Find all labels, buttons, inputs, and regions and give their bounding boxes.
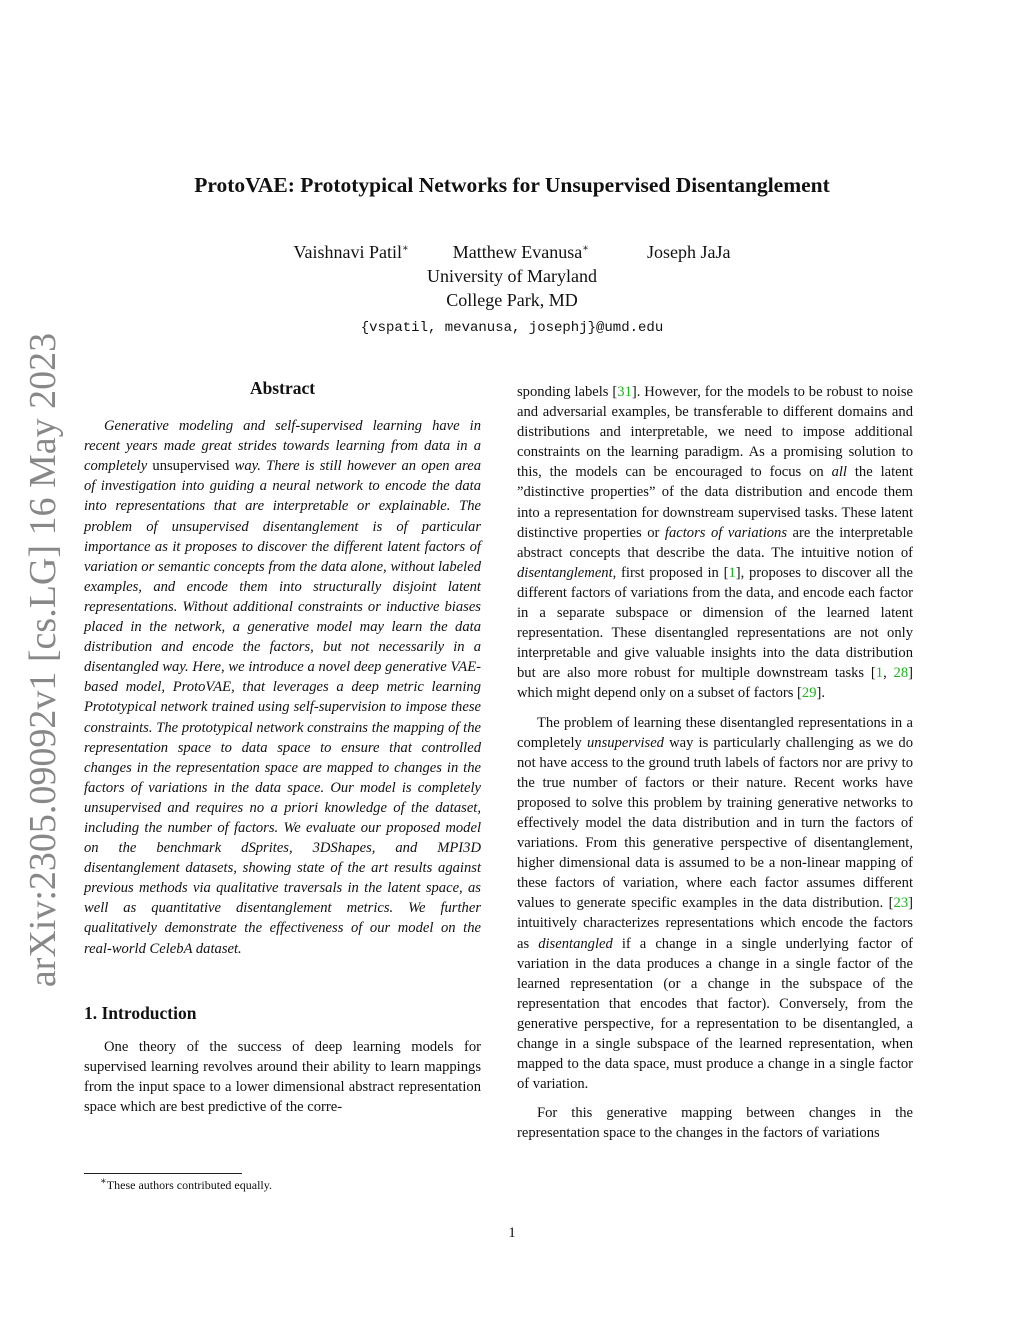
citation-28[interactable]: 28 — [893, 665, 909, 682]
intro-paragraph: One theory of the success of deep learning models for supervised learning revolves around their ability to learn mappings from the input space to a lower dimensional abstract representation space which are best predictive of the corre- — [84, 1038, 481, 1115]
author-1-name: Vaishnavi Patil — [293, 242, 402, 262]
author-list — [0, 240, 1024, 264]
paper-title: ProtoVAE: Prototypical Networks for Unsupervised Disentanglement — [194, 173, 830, 197]
citation-1-second[interactable]: 1 — [875, 665, 884, 682]
author-1 — [293, 240, 408, 264]
page-number: 1 — [508, 1225, 516, 1241]
citation-23[interactable]: 23 — [893, 895, 909, 912]
citation-31[interactable]: 31 — [617, 384, 632, 400]
author-1-mark: ∗ — [401, 243, 409, 254]
section-heading-introduction: 1. Introduction — [84, 1002, 197, 1023]
right-column — [517, 382, 913, 1143]
author-3 — [647, 240, 731, 264]
affiliation-location: College Park, MD — [446, 290, 578, 310]
footnote — [100, 1178, 272, 1193]
footnote-mark: ∗ — [100, 1176, 107, 1187]
footnote-text: These authors contributed equally. — [106, 1178, 272, 1192]
right-paragraph-2: The problem of learning these disentangled representations in a completely unsupervised way is particularly challenging as we do not have access to the ground truth labels of factors nor are privy to the true number of factors or their nature. Recent works have proposed to solve this problem by training generative networks to effectively model the data distribution and in turn the factors of variations. From this generative perspective of disentanglement, higher dimensional data is assumed to be a non-linear mapping of these factors of variation, where each factor assumes different values to generate specific examples in the data distribution. [23] intuitively characterizes representations which encode the factors as disentangled if a change in a single underlying factor of variation in the data produces a change in a single factor of the learned representation (or a change in the subspace of the representation that encodes that factor). Conversely, from the generative perspective, for a representation to be disentangled, a change in a single subspace of the learned representation, when mapped to the data space, must produce a change in a single factor of variation. — [517, 714, 913, 1093]
abstract-heading: Abstract — [249, 378, 316, 398]
footnote-divider — [84, 1173, 242, 1174]
abstract-text: Generative modeling and self-supervised learning have in recent years made great strides towards learning from data in a completely unsupervised way. There is still however an open area of investigation into guiding a neural network to encode the data into representations that are interpretable or explainable. The problem of unsupervised disentanglement is of particular importance as it proposes to discover the different latent factors of variation or semantic concepts from the data alone, without labeled examples, and encode them into structurally disjoint latent representations. Without additional constraints or inductive biases placed in the network, a generative model may learn the data distribution and encode the factors, but not necessarily in a disentangled way. Here, we introduce a novel deep generative VAE-based model, ProtoVAE, that leverages a deep metric learning Prototypical network trained using self-supervision to impose these constraints. The prototypical network constrains the mapping of the representation space to data space to ensure that controlled changes in the representation space are mapped to changes in the factors of variations in the data space. Our model is completely unsupervised and requires no a priori knowledge of the dataset, including the number of factors. We evaluate our proposed model on the benchmark dSprites, 3DShapes, and MPI3D disentanglement datasets, showing state of the art results against previous methods via qualitative traversals in the latent space, as well as quantitative disentanglement metrics. We further qualitatively demonstrate the effectiveness of our model on the real-world CelebA dataset. — [84, 418, 481, 957]
left-column — [84, 378, 481, 1117]
author-2 — [453, 240, 589, 264]
author-2-mark: ∗ — [582, 243, 590, 254]
author-block — [0, 240, 1024, 340]
author-emails: {vspatil, mevanusa, josephj}@umd.edu — [360, 320, 664, 336]
author-3-name: Joseph JaJa — [647, 242, 731, 262]
right-paragraph-1: sponding labels [31]. However, for the models to be robust to noise and adversarial examples, be transferable to different domains and distributions and interpretable, we need to impose additional constraints on the learning paradigm. As a promising solution to this, the models can be encouraged to focus on all the latent ”distinctive properties” of the data distribution and encode them into a representation for downstream supervised tasks. These latent distinctive properties or factors of variations are the interpretable abstract concepts that describe the data. The intuitive notion of disentanglement, first proposed in [1], proposes to discover all the different factors of variations from the data, and encode each factor in a separate subspace or dimension of the learned latent representation. These disentangled representations are not only interpretable and give valuable insights into the data distribution but are also more robust for multiple downstream tasks [1, 28] which might depend only on a subset of factors [29]. — [517, 384, 914, 702]
right-paragraph-3: For this generative mapping between changes in the representation space to the changes in the factors of variations — [517, 1105, 913, 1142]
author-2-name: Matthew Evanusa — [452, 242, 583, 262]
citation-1[interactable]: 1 — [728, 564, 736, 581]
citation-29[interactable]: 29 — [801, 685, 817, 702]
arxiv-identifier: arXiv:2305.09092v1 [cs.LG] 16 May 2023 — [22, 332, 64, 988]
affiliation-university: University of Maryland — [427, 266, 597, 286]
